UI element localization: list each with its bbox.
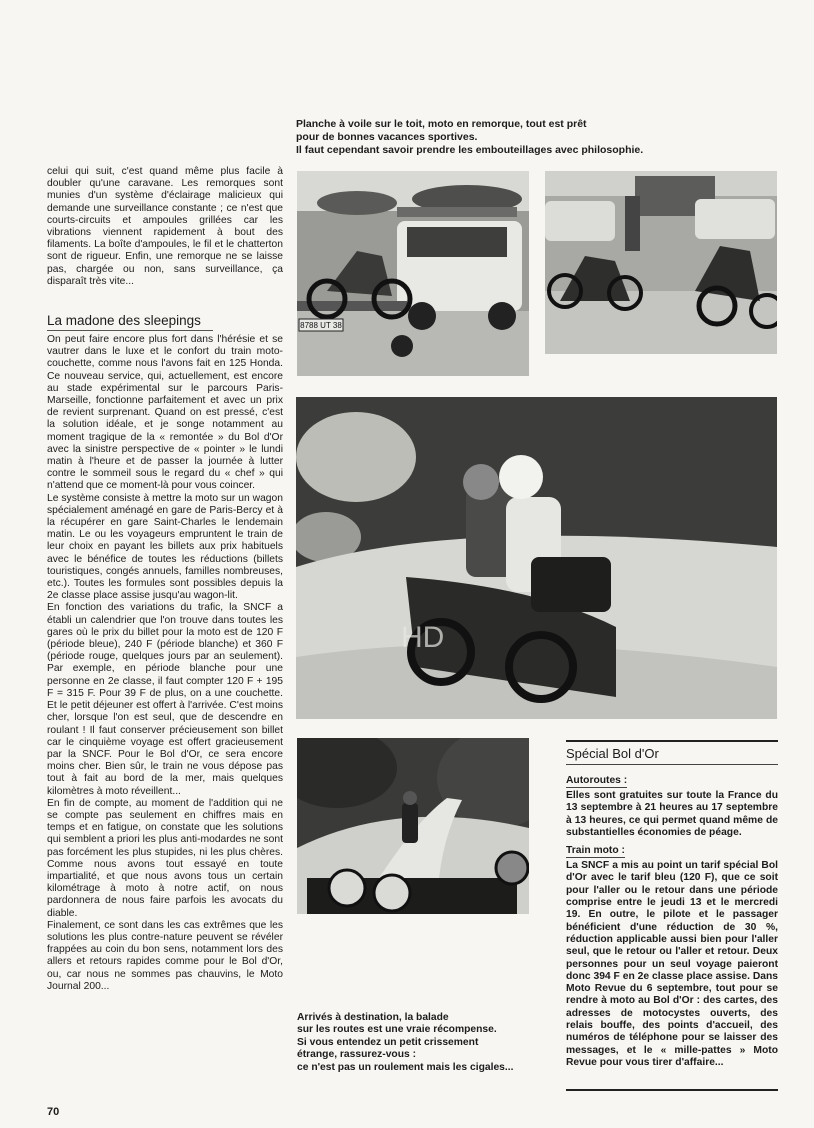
autoroutes-text: Elles sont gratuites sur toute la France du 13 septembre à 21 heures au 17 septembre à 13 heures, ce qui permet quand même de substantielles économies de péage. (566, 790, 778, 838)
section-heading: La madone des sleepings (47, 313, 213, 331)
photo-couple-riding-motorcycle (296, 397, 777, 719)
caption-line: ce n'est pas un roulement mais les cigales... (297, 1061, 514, 1073)
caption-line: Il faut cependant savoir prendre les embouteillages avec philosophie. (296, 144, 644, 156)
article-paragraph: Finalement, ce sont dans les cas extrêmes que les solutions les plus contre-nature peuvent se révéler frappées au coin du bon sens, notamment lors des allers et retours rapides comme pour le Bol d'Or, ou, car nous ne sommes pas chauvins, le Moto Journal 200... (47, 919, 283, 992)
train-subheading: Train moto : (566, 845, 625, 857)
special-bol-dor-box (566, 740, 778, 1069)
train-text: La SNCF a mis au point un tarif spécial Bol d'Or avec le tarif bleu (120 F), que ce soit pour l'aller ou le retour dans une période comprise entre le jeudi 13 et le mercredi 19. En outre, le pilote et le passager bénéficient d'une réduction de 30 %, réduction applicable aussi bien pour l'aller seul, que le retour ou l'aller et retour. Deux personnes pour un seul voyage paieront donc 394 F en 2e classe place assise. Dans Moto Revue du 6 septembre, tout pour se rendre à moto au Bol d'Or : des cartes, des adresses de motocystes ouverts, des relais bouffe, des points d'accueil, des numéros de téléphone pour se laisser des messages, et le « mille-pattes » Moto Revue pour vous tirer d'affaire... (566, 860, 778, 1068)
caption-line: sur les routes est une vraie récompense. (297, 1024, 497, 1036)
caption-line: étrange, rassurez-vous : (297, 1049, 417, 1061)
photo-parking-lot (545, 171, 777, 354)
top-photo-caption (296, 118, 676, 157)
autoroutes-subheading: Autoroutes : (566, 775, 628, 786)
photo-road-riding-view (297, 738, 529, 914)
page-number: 70 (47, 1106, 60, 1118)
caption-line: pour de bonnes vacances sportives. (296, 131, 478, 143)
intro-paragraph: celui qui suit, c'est quand même plus facile à doubler qu'une caravane. Les remorques sont munies d'un système d'éclairage malicieux qui demande une surveillance constante ; ce n'est que courts-circuits et ampoules grillées car les vibrations viennent rapidement à bout des filaments. La boîte d'ampoules, le fil et le chatterton sont de rigueur. Enfin, une remorque ne se laisse pas, chargée ou non, sans surveillance, ça disparaît très vite... (47, 166, 283, 287)
article-paragraph: En fonction des variations du trafic, la SNCF a établi un calendrier que l'on trouve dans toutes les gares où le prix du billet pour la moto est de 120 F (période bleue), 240 F (période blanche) et 360 F (période rouge, quelques jours par an seulement). Par exemple, en période blanche pour une personne en 2e classe, il faut compter 120 F + 195 F = 315 F. Pour 39 F de plus, on a une couchette. Et le petit déjeuner est offert à l'arrivée. C'est moins cher, lorsque l'on est seul, que de descendre en roulant ! Il faut conserver précieusement son billet car le cinquième voyage est offert gracieusement par la SNCF. Pour le Bol d'Or, ce sera encore moins cher. Bien sûr, le train ne vous dépose pas tout à fait au bord de la mer, mais quelques kilomètres à moto réveillent... (47, 602, 283, 797)
license-plate: 8788 UT 38 (300, 321, 342, 330)
article-paragraph: On peut faire encore plus fort dans l'hérésie et se vautrer dans le luxe et le confort du train moto-couchette, comme nous l'avons fait en 125 Honda. Ce nouveau service, qui, actuellement, est encore au stade expérimental sur le parcours Paris-Marseille, fonctionne parfaitement et avec un prix de revient surprenant. Quand on est pressé, c'est la solution idéale, et je songe notamment au moment tragique de la « remontée » du Bol d'Or avec la sinistre perspective de « pointer » le lundi matin à l'heure et de passer la journée à lutter contre le sommeil sous le regard du « chef » qui n'attend que ce moment-là pour vous coincer. (47, 334, 283, 492)
photo-car-with-trailer (297, 171, 529, 376)
special-box-bottom-rule (566, 1089, 778, 1091)
caption-line: Arrivés à destination, la balade (297, 1012, 449, 1023)
special-box-title: Spécial Bol d'Or (566, 740, 778, 765)
caption-line: Si vous entendez un petit crissement (297, 1036, 479, 1048)
article-paragraph: En fin de compte, au moment de l'addition qui ne se compte pas seulement en chiffres mais en temps et en fatigue, on constate que les solutions qui semblent a priori les plus anti-modardes ne sont pas forcément les plus stupides, ni les plus chères. Comme nous avons tout essayé en toute impartialité, et que nous avons tous un certain kilométrage à moto à notre actif, on nous pardonnera de nous faire parfois les avocats du diable. (47, 797, 283, 919)
watermark: HD (401, 621, 445, 654)
caption-line: Planche à voile sur le toit, moto en remorque, tout est prêt (296, 118, 587, 130)
article-paragraph: Le système consiste à mettre la moto sur un wagon spécialement aménagé en gare de Paris-Bercy et à la récupérer en gare Saint-Charles le lendemain matin. Le ou les voyageurs empruntent le train de leur choix en payant les billets aux prix habituels avec le bénéfice de toutes les réductions (billets touristiques, congés annuels, familles nombreuses, etc.). Toutes les formules sont possibles depuis la 2e classe place assise jusqu'au wagon-lit. (47, 492, 283, 602)
bottom-photo-caption (297, 1012, 533, 1074)
article-body (47, 334, 283, 993)
